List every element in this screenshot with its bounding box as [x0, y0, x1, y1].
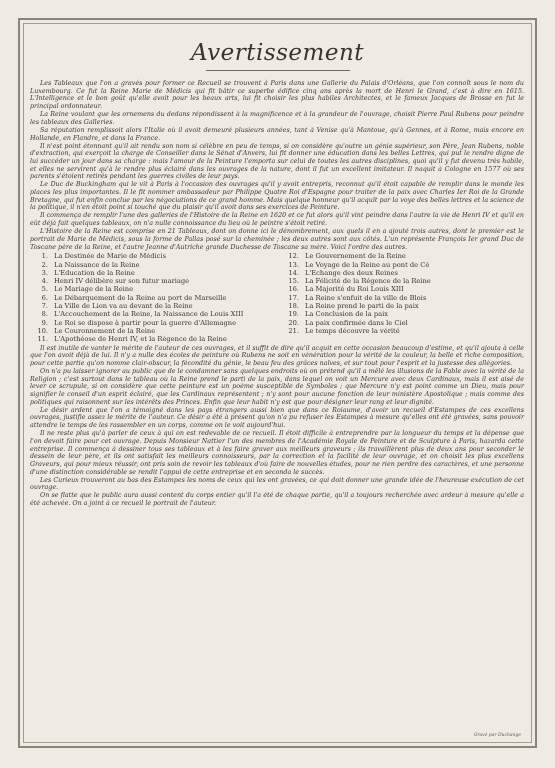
list-item-title: La Destinée de Marie de Médicis: [54, 252, 167, 261]
list-item-number: 9.: [41, 318, 48, 327]
list-item-number: 7.: [41, 302, 48, 311]
paragraph: Les Tableaux que l'on a gravés pour former ce Recueil se trouvent à Paris dans une Gallerie du Palais d'Orléans, que l'on connoît sous le nom du Luxembourg. Ce fut la Reine Marie de Médicis qui fit bâtir ce superbe édifice cinq ans après la mort de Henri le Grand, c'est à dire en 1615. L'Intelligence et le bon goût qu'elle avoit pour les beaux arts, lui fit choisir les plus habiles Architectes, et le fameux Jacques de Brosse en fut le principal ordonnateur.: [30, 80, 524, 111]
list-item-title: L'Accouchement de la Reine, la Naissance de Louis XIII: [54, 310, 244, 319]
paragraph: Il est inutile de vanter le mérite de l'auteur de ces ouvrages, et il suffit de dire qu'il acquit en cette occasion beaucoup d'estime, et qu'il ajouta à celle que l'on avoit déjà de lui. Il n'y a nulle des écoles de peinture où Rubens ne soit en vénération pour la vérité de la couleur, la belle et riche composition, pour cette partie qu'on nomme clair-obscur, la fécondité du génie, le beau feu des grâces naïves, et sur tout pour l'esprit et la justesse des allégories.: [30, 344, 524, 367]
page-title: Avertissement: [190, 40, 365, 66]
paragraph: Sa réputation remplissoit alors l'Italie où il avoit demeuré plusieurs années, tant à Venise qu'à Mantoue, qu'à Gennes, et à Rome, mais encore en Hollande, en Flandre, et dans la France.: [30, 126, 524, 142]
list-item-number: 11.: [37, 335, 48, 344]
list-item: [34, 310, 273, 318]
list-item-title: La paix confirmée dans le Ciel: [305, 318, 408, 327]
list-item: [285, 261, 524, 269]
list-item-title: Le Roi se dispose à partir pour la guerre d'Allemagne: [54, 318, 237, 327]
list-item-number: 18.: [288, 302, 299, 311]
list-item: [285, 252, 524, 260]
list-item-number: 17.: [288, 293, 299, 302]
title-underline: [206, 70, 350, 71]
list-item: [34, 285, 273, 293]
list-item: [285, 310, 524, 318]
list-item-number: 10.: [37, 326, 48, 335]
list-item-number: 3.: [41, 268, 48, 277]
list-item-number: 8.: [41, 310, 48, 319]
list-item-number: 4.: [41, 277, 48, 286]
list-item-title: Le Couronnement de la Reine: [54, 326, 156, 335]
paintings-list: [34, 252, 524, 343]
list-item-number: 6.: [41, 293, 48, 302]
list-item-title: L'Apothéose de Henri IV, et la Régence de la Reine: [54, 335, 227, 344]
list-item-title: Henri IV délibère sur son futur mariage: [54, 277, 190, 286]
paragraph: Il commença de remplir l'une des galleries de l'Histoire de la Reine en 1620 et ce fut alors qu'il vint peindre dans l'autre la vie de Henri IV et qu'il en eût déjà fait quelques tableaux, on n'a nulle connoissance du lieu où le peintre s'étoit retiré.: [30, 212, 524, 228]
paragraph: Il ne reste plus qu'à parler de ceux à qui on est redevable de ce recueil. Il étoit difficile à entreprendre par la longueur du temps et la dépense que l'on devoit faire pour cet ouvrage. Depuis Monsieur Nattier l'un des membres de l'Académie Royale de Peinture et de Sculpture à Paris, hazarda cette entreprise. Il commença à dessiner tous ses tableaux et à les faire graver aux meilleurs graveurs ; ils travaillèrent plus de deux ans pour seconder le dessein de leur père, et ils ont satisfait les meilleurs connoisseurs, par la correction et la facilité de leur ouvrage, et on choisit les plus excellens Graveurs, qui pour mieux réussir, ont pris soin de revoir les tableaux d'où faire de nouvelles études, pour ne rien perdre des caractères, et une personne d'une distinction considérable se rendit l'appui de cette entreprise et en seconda le succès.: [30, 430, 524, 476]
list-item-title: La Ville de Lion va au devant de la Reine: [54, 302, 193, 311]
list-item: [285, 335, 524, 343]
list-item: [34, 335, 273, 343]
paragraph: Les Curieux trouveront au bas des Estampes les noms de ceux qui les ont gravées, ce qui doit donner une grande idée de l'heureuse exécution de cet ouvrage.: [30, 476, 524, 492]
list-item-number: 12.: [288, 252, 299, 261]
list-item: [34, 277, 273, 285]
list-item: [34, 327, 273, 335]
paragraph: On se flatte que le public aura aussi content du corps entier qu'il l'a été de chaque partie, qu'il a toujours recherchée avec ardeur à mesure qu'elle a été achevée. On a joint à ce recueil le portrait de l'auteur.: [30, 492, 524, 508]
list-item: [34, 294, 273, 302]
list-item-title: La Conclusion de la paix: [305, 310, 389, 319]
list-item: [285, 294, 524, 302]
list-item-title: Le Débarquement de la Reine au port de Marseille: [54, 293, 227, 302]
paragraph: Le désir ardent que l'on a témoigné dans les pays étrangers aussi bien que dans ce Roiaume, d'avoir un recueil d'Estampes de ces excellens ouvrages, justifie assez le mérite de l'auteur. Ce désir a été à présent qu'on n'a pu refuser les Estampes à mesure qu'elles ont été gravées, sans pouvoir attendre le temps de les rassembler en un corps, comme on le voit aujourd'hui.: [30, 406, 524, 430]
list-item-title: La Reine prend le parti de la paix: [305, 302, 419, 311]
list-item-title: L'Echange des deux Reines: [305, 268, 398, 277]
list-item-title: La Reine s'enfuit de la ville de Blois: [305, 293, 427, 302]
list-item-title: Le Voyage de la Reine au pont de Cé: [305, 260, 430, 269]
list-item-number: 2.: [41, 260, 48, 269]
paragraph: On n'a pu laisser ignorer au public que de le condamner sans quelques endroits où on prétend qu'il a mêlé les illusions de la Fable avec la vérité de la Religion ; c'est surtout dans le tableau où la Reine prend le parti de la paix, dans lequel on voit un Mercure avec deux Cardinaux, mais il est aisé de lever ce scrupule, si on considère que cette peinture est un poème susceptible de Symboles ; que Mercure n'y est point comme un Dieu, mais pour signifier le conseil d'un esprit éclairé, que les Cardinaux représentent ; n'y sont pour aucune fonction de leur ministère Apostolique ; mais comme des politiques qui raisonnent sur les intérêts des Princes. Enfin que leur habit n'y est que pour désigner leur rang et leur dignité.: [30, 367, 524, 406]
list-item-number: 13.: [288, 260, 299, 269]
paragraph: Le Duc de Buckingham qui le vit à Paris à l'occasion des ouvrages qu'il y avoit entrepris, reconnut qu'il étoit capable de remplir dans le monde les places les plus importantes. Il le fit nommer ambassadeur par Philippe Quatre Roi d'Espagne pour traiter de la paix avec Charles Ier Roi de la Grande Bretagne, qui fut enfin conclue par les négociations de ce grand homme. Mais quelque honneur qu'il acquît par la voye des belles lettres et la science de la politique, il n'en étoit point si touché que du plaisir qu'il avoit dans ses exercices de Peinture.: [30, 181, 524, 212]
paragraph: L'Histoire de la Reine est comprise en 21 Tableaux, dont on donne ici le dénombrement, aux quels il en a ajouté trois autres, dont le premier est le portrait de Marie de Médicis, sous la forme de Pallas posé sur la cheminée ; les deux autres sont aux côtés. L'un représente François Ier grand Duc de Toscane père de la Reine, et l'autre Jeanne d'Autriche grande Duchesse de Toscane sa mère. Voici l'ordre des autres.: [30, 228, 524, 251]
list-item-number: 20.: [288, 318, 299, 327]
paragraph: Il n'est point étonnant qu'il ait rendu son nom si célèbre en peu de temps, si on considère qu'outre un génie supérieur, son Père, Jean Rubens, noble d'extraction, qui exerçoit la charge de Conseiller dans le Sénat d'Anvers, lui fit donner une éducation dans les belles Lettres, qui put le rendre digne de lui succéder un jour dans sa charge : mais l'amour de la Peinture l'emporta sur celui de toutes les autres disciplines, quoi qu'il y fut devenu très habile, et elles ne servirent qu'à le rendre plus éclairé dans les ouvrages de la nature, dont il fut un excellent imitateur. Il naquit à Cologne en 1577 où ses parents s'étoient retirés pendant les guerres civiles de leur pays.: [30, 142, 524, 181]
list-item-title: La Majorité du Roi Louis XIII: [305, 285, 404, 294]
engraver-signature: Gravé par Duchange: [473, 733, 521, 738]
list-item-title: Le Gouvernement de la Reine: [305, 252, 406, 261]
list-item: [285, 319, 524, 327]
list-item-number: 14.: [288, 268, 299, 277]
list-item-title: L'Education de la Reine: [54, 268, 135, 277]
list-item-number: 15.: [288, 277, 299, 286]
list-item: [285, 277, 524, 285]
text-body: [30, 80, 524, 508]
list-item: [34, 252, 273, 260]
list-item-number: 21.: [288, 326, 299, 335]
list-item: [34, 269, 273, 277]
list-item-title: Le temps découvre la vérité: [305, 326, 400, 335]
list-item: [34, 319, 273, 327]
paragraph: La Reine voulant que les ornemens du dedans répondissent à la magnificence et à la grandeur de l'ouvrage, choisit Pierre Paul Rubens pour peindre les tableaux des Galleries.: [30, 111, 524, 126]
list-item-title: Le Mariage de la Reine: [54, 285, 134, 294]
list-item: [34, 302, 273, 310]
list-item-number: 1.: [41, 252, 48, 261]
list-item: [285, 327, 524, 335]
list-item: [285, 302, 524, 310]
list-item-number: 16.: [288, 285, 299, 294]
list-item: [285, 285, 524, 293]
list-item-number: [285, 335, 299, 343]
list-item-number: 19.: [288, 310, 299, 319]
list-item-title: La Naissance de la Reine: [54, 260, 140, 269]
list-item: [285, 269, 524, 277]
list-item-number: 5.: [41, 285, 48, 294]
list-item-title: La Félicité de la Régence de la Reine: [305, 277, 431, 286]
list-item: [34, 261, 273, 269]
